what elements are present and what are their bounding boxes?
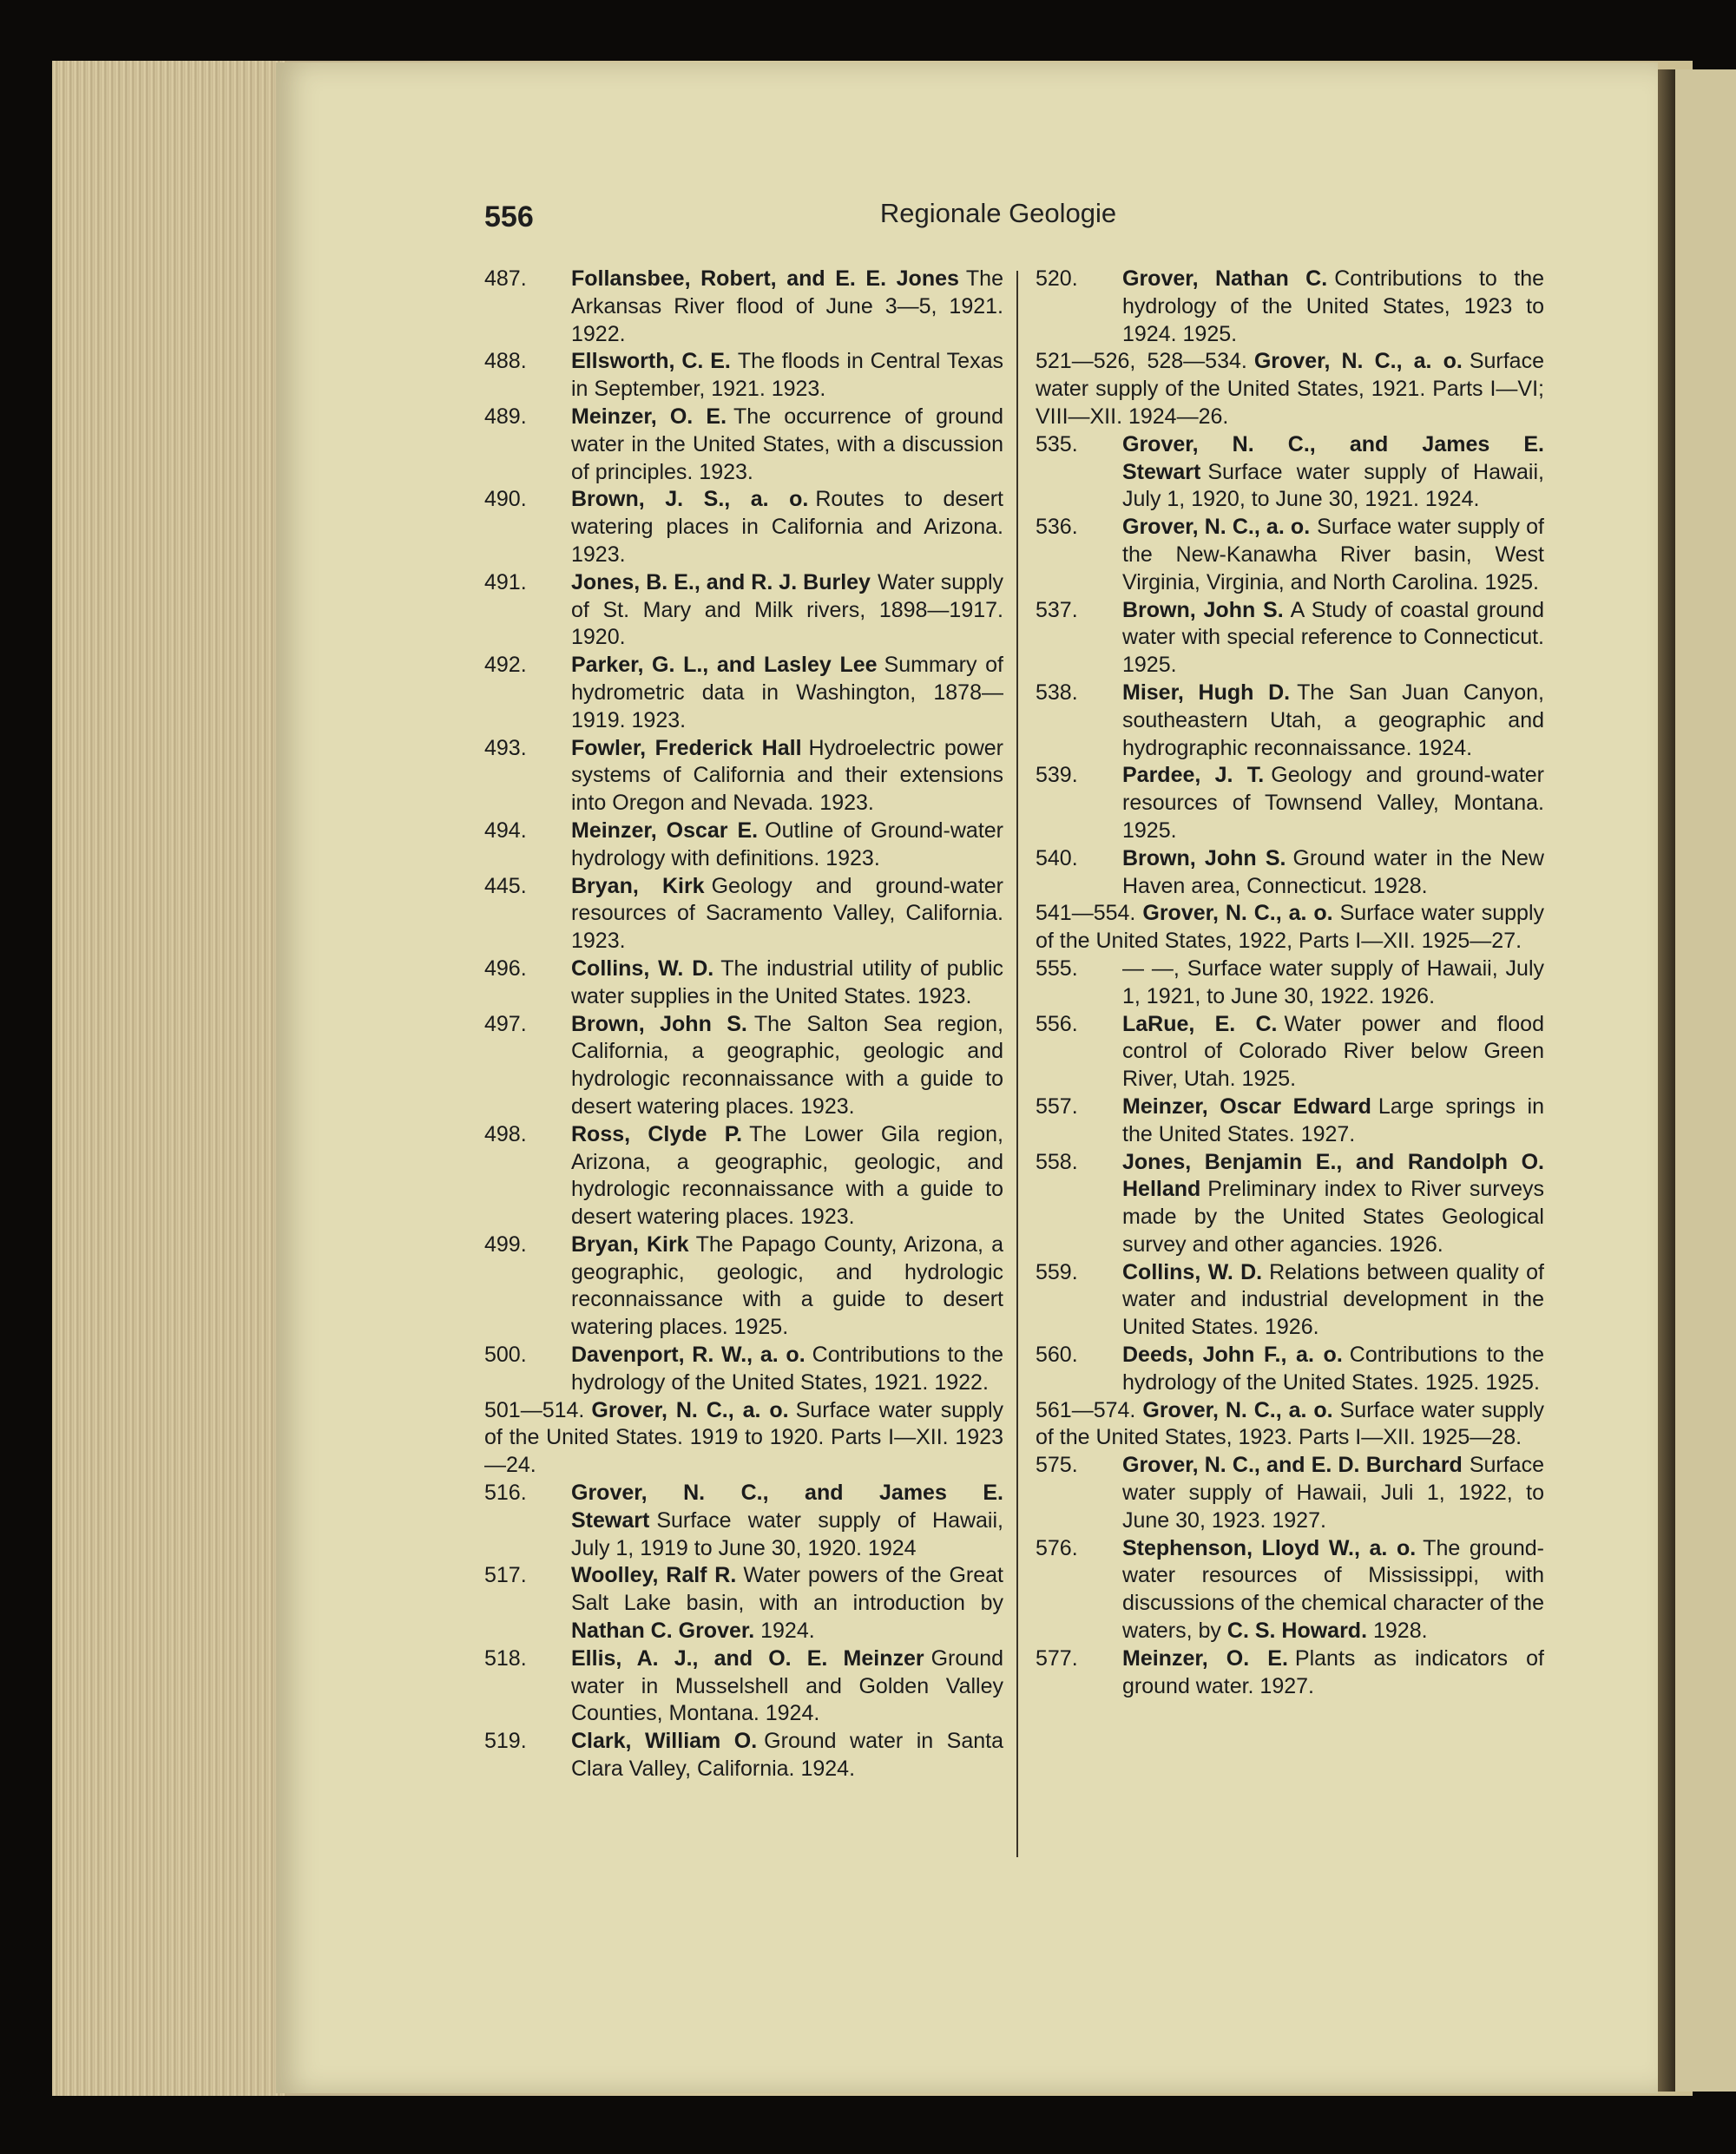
entry-title: The floods in Central Texas in September, 1921. 1923. — [571, 349, 1003, 402]
entry-title: The occurrence of ground water in the United States, with a discussion of principles. 1923. — [571, 404, 1003, 484]
entry-number: 516. — [484, 1481, 527, 1506]
entry-number: 557. — [1036, 1093, 1078, 1119]
entry-title: A Study of coastal ground water with special reference to Connecticut. 1925. — [1122, 597, 1544, 678]
entry-author: Deeds, John F., a. o. — [1122, 1343, 1343, 1368]
bibliography-entry — [1036, 514, 1544, 596]
entry-author: Jones, B. E., and R. J. Burley — [571, 569, 871, 594]
entry-title: Surface water supply of Hawaii, July 1, 1919 to June 30, 1920. 1924 — [571, 1507, 1003, 1560]
entry-number: 498. — [484, 1121, 527, 1146]
page-edges — [52, 61, 286, 2096]
entry-body — [1122, 680, 1544, 760]
facing-page-edge — [1675, 69, 1736, 2092]
entry-number: 518. — [484, 1645, 527, 1671]
entry-author: Meinzer, O. E. — [571, 404, 727, 429]
entry-author: Meinzer, Oscar E. — [571, 818, 759, 843]
bibliography-entry — [484, 735, 1003, 818]
entry-title: Water power and flood control of Colorado River below Green River, Utah. 1925. — [1122, 1011, 1544, 1092]
entry-author: Grover, N. C., a. o. — [1122, 515, 1311, 540]
entry-author: Fowler, Frederick Hall — [571, 735, 802, 760]
entry-body — [1122, 846, 1544, 898]
entry-title: Surface water supply of the United States, 1921. Parts I—VI; VIII—XII. 1924—26. — [1036, 349, 1544, 429]
entry-title: Surface water supply of the United States. 1919 to 1920. Parts I—XII. 1923—24. — [484, 1397, 1003, 1478]
entry-title: Outline of Ground-water hydrology with definitions. 1923. — [571, 818, 1003, 870]
bibliography-entry — [484, 1480, 1003, 1562]
entry-title: Geology and ground-water resources of Townsend Valley, Montana. 1925. — [1122, 763, 1544, 843]
entry-title: Surface water supply of the New-Kanawha River basin, West Virginia, Virginia, and North Carolina. 1925. — [1122, 515, 1544, 594]
entry-body — [1122, 1260, 1544, 1340]
entry-body — [571, 349, 1003, 401]
entry-body — [571, 956, 1003, 1008]
entry-year: 1924. — [760, 1619, 815, 1644]
entry-author: Stephenson, Lloyd W., a. o. — [1122, 1535, 1417, 1560]
entry-contributor: C. S. Howard. — [1226, 1619, 1368, 1644]
entry-body — [1122, 598, 1544, 678]
entry-body — [571, 487, 1003, 567]
entry-body — [571, 404, 1003, 484]
entry-title: — —, Surface water supply of Hawaii, July 1, 1921, to June 30, 1922. 1926. — [1122, 956, 1544, 1008]
entry-title: The Arkansas River flood of June 3—5, 1921. 1922. — [571, 266, 1003, 346]
entry-author: LaRue, E. C. — [1122, 1011, 1278, 1036]
entry-number: 535. — [1036, 431, 1078, 456]
entry-number: 575. — [1036, 1453, 1078, 1478]
entry-number: 492. — [484, 653, 527, 678]
entry-body — [1122, 1453, 1544, 1533]
entry-author: Grover, N. C., a. o. — [1142, 1397, 1333, 1422]
entry-number: 540. — [1036, 845, 1078, 870]
bibliography-entry — [484, 404, 1003, 486]
entry-body — [571, 1563, 1003, 1643]
entry-body — [1122, 432, 1544, 512]
entry-author: Parker, G. L., and Lasley Lee — [571, 653, 878, 678]
entry-title: Routes to desert watering places in California and Arizona. 1923. — [571, 487, 1004, 567]
entry-author: Collins, W. D. — [1122, 1259, 1263, 1284]
bibliography-entry — [484, 1728, 1003, 1783]
entry-title: Large springs in the United States. 1927. — [1122, 1093, 1544, 1146]
bibliography-entry — [484, 1011, 1003, 1121]
entry-number: 536. — [1036, 515, 1078, 540]
entry-title: Contributions to the hydrology of the United States. 1925. 1925. — [1122, 1343, 1544, 1395]
entry-title: Contributions to the hydrology of the United States, 1923 to 1924. 1925. — [1122, 266, 1544, 346]
bibliography-entry — [1036, 900, 1544, 956]
entry-author: Bryan, Kirk — [571, 873, 705, 898]
entry-author: Jones, Benjamin E., and Randolph O. Helland — [1122, 1149, 1544, 1202]
bibliography-entry — [484, 1397, 1003, 1480]
bibliography-entry — [1036, 680, 1544, 762]
entry-author: Grover, N. C., a. o. — [1253, 349, 1463, 374]
bibliography-entry — [1036, 1342, 1544, 1397]
entry-number: 491. — [484, 569, 527, 594]
entry-title: Hydroelectric power systems of California and their extensions into Oregon and Nevada. 1923. — [571, 735, 1003, 816]
entry-title: Water powers of the Great Salt Lake basin, with an introduction by — [571, 1563, 1003, 1616]
entry-number: 538. — [1036, 680, 1078, 705]
entry-body — [571, 1646, 1003, 1726]
column-divider — [1016, 271, 1018, 1857]
bibliography-entry — [484, 1121, 1003, 1231]
entry-title: Preliminary index to River surveys made by the United States Geological survey and other agancies. 1926. — [1122, 1177, 1544, 1257]
bibliography-entry — [1036, 266, 1544, 348]
entry-body — [571, 818, 1003, 870]
entry-body — [1122, 763, 1544, 843]
bibliography-entry — [484, 569, 1003, 652]
running-header: Regionale Geologie — [879, 198, 1117, 228]
entry-body — [571, 266, 1003, 346]
entry-number: 519. — [484, 1729, 527, 1754]
entry-title: The Salton Sea region, California, a geographic, geologic and hydrologic reconnaissance with a guide to desert watering places. 1923. — [571, 1011, 1003, 1119]
entry-number: 493. — [484, 735, 527, 760]
entry-body — [571, 1481, 1003, 1560]
entry-author: Clark, William O. — [571, 1729, 758, 1754]
entry-title: Surface water supply of the United States, 1923. Parts I—XII. 1925—28. — [1036, 1397, 1544, 1450]
entry-title: Surface water supply of the United States, 1922, Parts I—XII. 1925—27. — [1036, 901, 1544, 954]
bibliography-entry — [484, 873, 1003, 956]
entry-title: The ground-water resources of Mississippi, with discussions of the chemical character of the waters, by — [1122, 1535, 1544, 1644]
entry-author: Meinzer, Oscar Edward — [1122, 1093, 1371, 1119]
entry-number: 541—554. — [1036, 901, 1136, 926]
entry-body — [1122, 1012, 1544, 1092]
entry-title: Surface water supply of Hawaii, Juli 1, 1922, to June 30, 1923. 1927. — [1122, 1453, 1544, 1533]
entry-number: 560. — [1036, 1343, 1078, 1368]
entry-author: Davenport, R. W., a. o. — [571, 1343, 806, 1368]
entry-body — [571, 1729, 1003, 1781]
entry-body — [571, 1122, 1003, 1229]
entry-number: 521—526, 528—534. — [1036, 349, 1247, 374]
entry-body — [1122, 956, 1544, 1008]
entry-body — [1122, 1343, 1544, 1395]
entry-title: Ground water in Santa Clara Valley, California. 1924. — [571, 1729, 1003, 1782]
bibliography-entry — [484, 818, 1003, 873]
bibliography-entry — [484, 1342, 1003, 1397]
bibliography-entry — [484, 1231, 1003, 1342]
entry-number: 555. — [1036, 956, 1078, 981]
entry-body — [1122, 1646, 1544, 1698]
entry-title: Relations between quality of water and industrial development in the United States. 1926. — [1122, 1259, 1544, 1340]
entry-author: Meinzer, O. E. — [1122, 1645, 1288, 1671]
bibliography-entry — [1036, 1149, 1544, 1259]
entry-number: 499. — [484, 1231, 527, 1257]
bibliography-entry — [1036, 597, 1544, 680]
entry-author: Brown, J. S., a. o. — [571, 487, 809, 512]
entry-year: 1928. — [1372, 1619, 1428, 1644]
entry-contributor: Nathan C. Grover. — [571, 1619, 755, 1644]
entry-author: Ellis, A. J., and O. E. Meinzer — [571, 1645, 924, 1671]
entry-title: Surface water supply of Hawaii, July 1, 1920, to June 30, 1921. 1924. — [1122, 459, 1544, 512]
entry-author: Grover, N. C., a. o. — [1142, 901, 1333, 926]
bibliography-entry — [1036, 1093, 1544, 1149]
bibliography-entry — [1036, 1259, 1544, 1342]
bibliography-entry — [484, 1562, 1003, 1645]
bibliography-entry — [1036, 431, 1544, 514]
bibliography-entry — [484, 266, 1003, 348]
entry-body — [1122, 1150, 1544, 1257]
bibliography-entry — [1036, 1011, 1544, 1093]
bibliography-entry — [1036, 1535, 1544, 1645]
bibliography-entry — [1036, 762, 1544, 844]
entry-number: 558. — [1036, 1149, 1078, 1174]
entry-title: The Papago County, Arizona, a geographic, geologic, and hydrologic reconnaissance with a guide to desert watering places. 1925. — [571, 1231, 1003, 1340]
entry-author: Ellsworth, C. E. — [571, 349, 731, 374]
entry-title: The San Juan Canyon, southeastern Utah, a geographic and hydrographic reconnaissance. 1924. — [1122, 680, 1544, 760]
entry-number: 497. — [484, 1011, 527, 1036]
entry-body — [571, 653, 1003, 732]
entry-number: 445. — [484, 873, 527, 898]
bibliography-entry — [1036, 348, 1544, 430]
entry-author: Collins, W. D. — [571, 956, 714, 981]
entry-author: Grover, N. C., a. o. — [591, 1397, 789, 1422]
entry-title: Contributions to the hydrology of the United States, 1921. 1922. — [571, 1343, 1004, 1395]
entry-number: 517. — [484, 1563, 527, 1588]
entry-number: 559. — [1036, 1259, 1078, 1284]
page-number: 556 — [484, 200, 534, 233]
entry-title: Plants as indicators of ground water. 1927. — [1122, 1645, 1544, 1698]
entry-title: Geology and ground-water resources of Sacramento Valley, California. 1923. — [571, 873, 1003, 954]
entry-author: Ross, Clyde P. — [571, 1121, 743, 1146]
entry-author: Pardee, J. T. — [1122, 763, 1265, 788]
bibliography-entry — [1036, 1397, 1544, 1453]
bibliography-entry — [1036, 1645, 1544, 1701]
entry-author: Grover, N. C., and James E. Stewart — [571, 1481, 1003, 1533]
entry-body — [1122, 1536, 1544, 1643]
entry-number: 494. — [484, 818, 527, 843]
entry-author: Miser, Hugh D. — [1122, 680, 1291, 705]
bibliography-entry — [1036, 1452, 1544, 1534]
entry-author: Woolley, Ralf R. — [571, 1563, 737, 1588]
entry-title: The Lower Gila region, Arizona, a geographic, geologic, and hydrologic reconnaissance with a guide to desert watering places. 1923. — [571, 1121, 1003, 1230]
entry-title: Ground water in Musselshell and Golden Valley Counties, Montana. 1924. — [571, 1645, 1003, 1726]
entry-number: 489. — [484, 404, 527, 429]
entry-title: Water supply of St. Mary and Milk rivers, 1898—1917. 1920. — [571, 569, 1003, 650]
entry-number: 537. — [1036, 597, 1078, 622]
entry-title: The industrial utility of public water supplies in the United States. 1923. — [571, 956, 1003, 1008]
entry-author: Grover, N. C., and James E. Stewart — [1122, 431, 1544, 484]
entry-number: 539. — [1036, 763, 1078, 788]
entry-body — [571, 736, 1003, 816]
entry-author: Brown, John S. — [571, 1011, 747, 1036]
left-column — [484, 266, 1003, 1783]
entry-body — [571, 874, 1003, 954]
entry-number: 577. — [1036, 1645, 1078, 1671]
entry-title: Ground water in the New Haven area, Connecticut. 1928. — [1122, 845, 1544, 898]
bibliography-entry — [1036, 845, 1544, 901]
entry-number: 561—574. — [1036, 1397, 1136, 1422]
entry-author: Grover, N. C., and E. D. Burchard — [1122, 1453, 1463, 1478]
entry-author: Follansbee, Robert, and E. E. Jones — [571, 266, 959, 291]
right-column — [1036, 266, 1544, 1700]
bibliography-entry — [484, 486, 1003, 568]
entry-body — [1122, 1094, 1544, 1146]
entry-body — [571, 570, 1003, 650]
entry-number: 487. — [484, 266, 527, 291]
entry-body — [571, 1343, 1003, 1395]
entry-number: 490. — [484, 487, 527, 512]
bibliography-entry — [1036, 956, 1544, 1011]
entry-body — [571, 1232, 1003, 1339]
entry-number: 500. — [484, 1343, 527, 1368]
entry-body — [571, 1012, 1003, 1119]
entry-author: Brown, John S. — [1122, 597, 1284, 622]
entry-body — [1122, 515, 1544, 594]
bibliography-entry — [484, 652, 1003, 734]
entry-body — [1122, 266, 1544, 346]
entry-number: 496. — [484, 956, 527, 981]
entry-number: 501—514. — [484, 1397, 585, 1422]
entry-number: 520. — [1036, 266, 1078, 291]
bibliography-entry — [484, 1645, 1003, 1728]
entry-title: Summary of hydrometric data in Washington, 1878—1919. 1923. — [571, 653, 1003, 732]
bibliography-entry — [484, 956, 1003, 1011]
entry-number: 488. — [484, 349, 527, 374]
entry-author: Grover, Nathan C. — [1122, 266, 1328, 291]
entry-number: 556. — [1036, 1011, 1078, 1036]
bibliography-entry — [484, 348, 1003, 404]
entry-number: 576. — [1036, 1535, 1078, 1560]
entry-author: Brown, John S. — [1122, 845, 1286, 870]
entry-author: Bryan, Kirk — [571, 1231, 689, 1257]
